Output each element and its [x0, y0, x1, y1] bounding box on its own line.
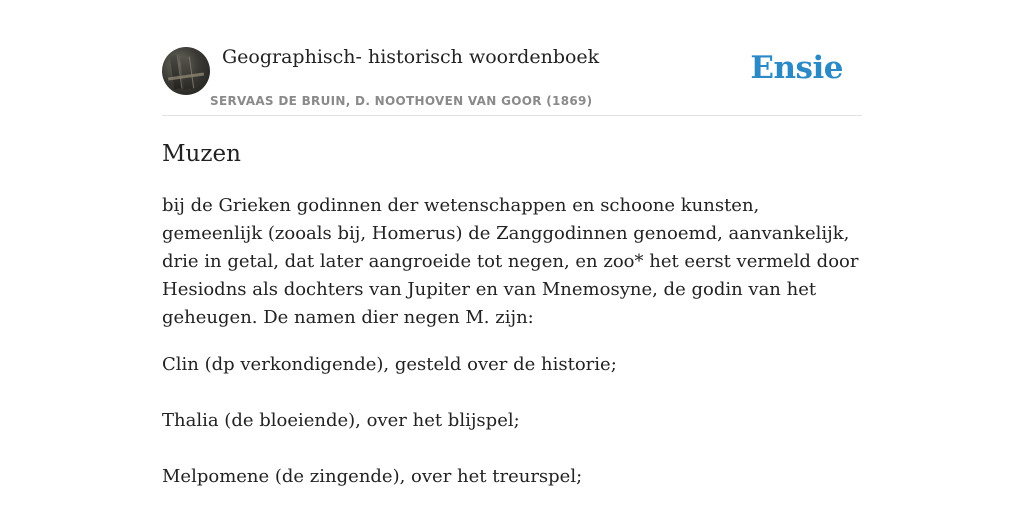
book-authors-meta: SERVAAS DE BRUIN, D. NOOTHOVEN VAN GOOR (1869) [210, 94, 593, 108]
article-paragraph: bij de Grieken godinnen der wetenschappen en schoone kunsten, gemeenlijk (zooals bij, Homerus) de Zanggodinnen genoemd, aanvankelijk, drie in getal, dat later aangroeide tot negen, en zoo* het eerst vermeld door Hesiodns als dochters van Jupiter en van Mnemosyne, de godin van het geheugen. De namen dier negen M. zijn: [162, 195, 859, 328]
book-header [162, 0, 862, 116]
article-paragraph: Melpomene (de zingende), over het treurspel; [162, 466, 583, 487]
book-cover-avatar[interactable] [162, 47, 210, 95]
page-container [162, 0, 862, 487]
article-paragraph: Thalia (de bloeiende), over het blijspel; [162, 410, 520, 431]
book-title-link[interactable]: Geographisch- historisch woordenboek [222, 46, 600, 68]
article-title: Muzen [162, 141, 241, 167]
article-paragraph: Clin (dp verkondigende), gesteld over de historie; [162, 354, 617, 375]
ensie-logo[interactable]: Ensie [750, 50, 843, 86]
